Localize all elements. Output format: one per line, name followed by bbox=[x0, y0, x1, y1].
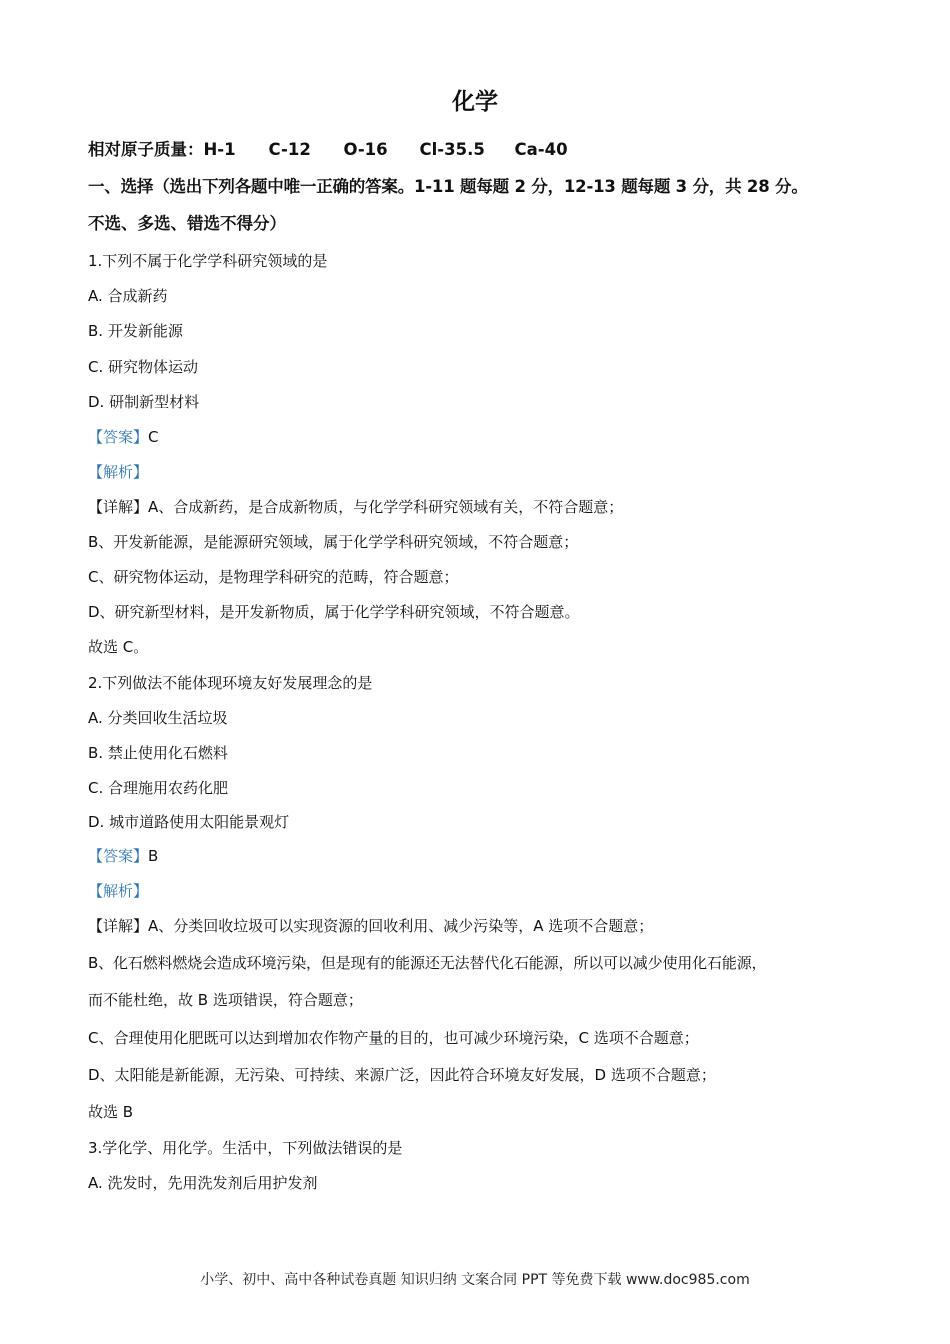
question-stem: 1.下列不属于化学学科研究领域的是 bbox=[88, 252, 328, 270]
option-b: B. 开发新能源 bbox=[88, 322, 183, 340]
detail-line: D、研究新型材料，是开发新物质，属于化学学科研究领域，不符合题意。 bbox=[88, 603, 580, 621]
detail-line: C、合理使用化肥既可以达到增加农作物产量的目的，也可减少环境污染，C 选项不合题意； bbox=[88, 1029, 699, 1047]
atomic-mass-label: 相对原子质量： bbox=[88, 140, 204, 159]
page-title: 化学 bbox=[452, 89, 498, 115]
question-stem: 2.下列做法不能体现环境友好发展理念的是 bbox=[88, 674, 373, 692]
answer-line bbox=[88, 846, 158, 866]
atomic-mass-item: C-12 bbox=[268, 140, 311, 159]
answer-tag: 【答案】 bbox=[88, 847, 149, 865]
section-header: 一、选择（选出下列各题中唯一正确的答案。1-11 题每题 2 分，12-13 题每题 3 分，共 28 分。 bbox=[88, 177, 808, 196]
answer-value: C bbox=[148, 428, 159, 446]
analysis-tag: 【解析】 bbox=[88, 882, 149, 900]
atomic-mass-item: Ca-40 bbox=[514, 140, 568, 159]
detail-text: A、分类回收垃圾可以实现资源的回收利用、减少污染等，A 选项不合题意； bbox=[148, 917, 654, 935]
atomic-mass-item: O-16 bbox=[343, 140, 388, 159]
detail-line: B、化石燃料燃烧会造成环境污染，但是现有的能源还无法替代化石能源，所以可以减少使用化石能源， bbox=[88, 954, 767, 972]
atomic-mass-item: H-1 bbox=[203, 140, 236, 159]
option-c: C. 研究物体运动 bbox=[88, 358, 199, 376]
detail-tag: 【详解】 bbox=[88, 498, 149, 516]
detail-line: B、开发新能源，是能源研究领域，属于化学学科研究领域，不符合题意； bbox=[88, 533, 579, 551]
option-a: A. 合成新药 bbox=[88, 287, 168, 305]
answer-line bbox=[88, 427, 159, 447]
conclusion-line: 故选 B bbox=[88, 1103, 134, 1121]
answer-tag: 【答案】 bbox=[88, 428, 149, 446]
page-footer: 小学、初中、高中各种试卷真题 知识归纳 文案合同 PPT 等免费下载 www.doc985.com bbox=[200, 1272, 750, 1288]
option-d: D. 研制新型材料 bbox=[88, 393, 200, 411]
conclusion-line: 故选 C。 bbox=[88, 638, 149, 656]
option-c: C. 合理施用农药化肥 bbox=[88, 779, 229, 797]
question-stem: 3.学化学、用化学。生活中，下列做法错误的是 bbox=[88, 1139, 403, 1157]
analysis-tag: 【解析】 bbox=[88, 463, 149, 481]
option-a: A. 洗发时，先用洗发剂后用护发剂 bbox=[88, 1174, 318, 1192]
detail-line: C、研究物体运动，是物理学科研究的范畴，符合题意； bbox=[88, 568, 459, 586]
detail-tag: 【详解】 bbox=[88, 917, 149, 935]
atomic-mass-line bbox=[88, 140, 568, 160]
option-a: A. 分类回收生活垃圾 bbox=[88, 709, 228, 727]
section-header-cont: 不选、多选、错选不得分） bbox=[88, 214, 286, 233]
detail-text: A、合成新药，是合成新物质，与化学学科研究领域有关，不符合题意； bbox=[148, 498, 624, 516]
answer-value: B bbox=[148, 847, 159, 865]
atomic-mass-item: Cl-35.5 bbox=[419, 140, 485, 159]
detail-line bbox=[88, 916, 653, 936]
option-b: B. 禁止使用化石燃料 bbox=[88, 744, 228, 762]
option-d: D. 城市道路使用太阳能景观灯 bbox=[88, 813, 290, 831]
detail-line: 而不能杜绝，故 B 选项错误，符合题意； bbox=[88, 991, 363, 1009]
detail-line: D、太阳能是新能源，无污染、可持续、来源广泛，因此符合环境友好发展，D 选项不合题意； bbox=[88, 1066, 716, 1084]
detail-line bbox=[88, 497, 623, 517]
